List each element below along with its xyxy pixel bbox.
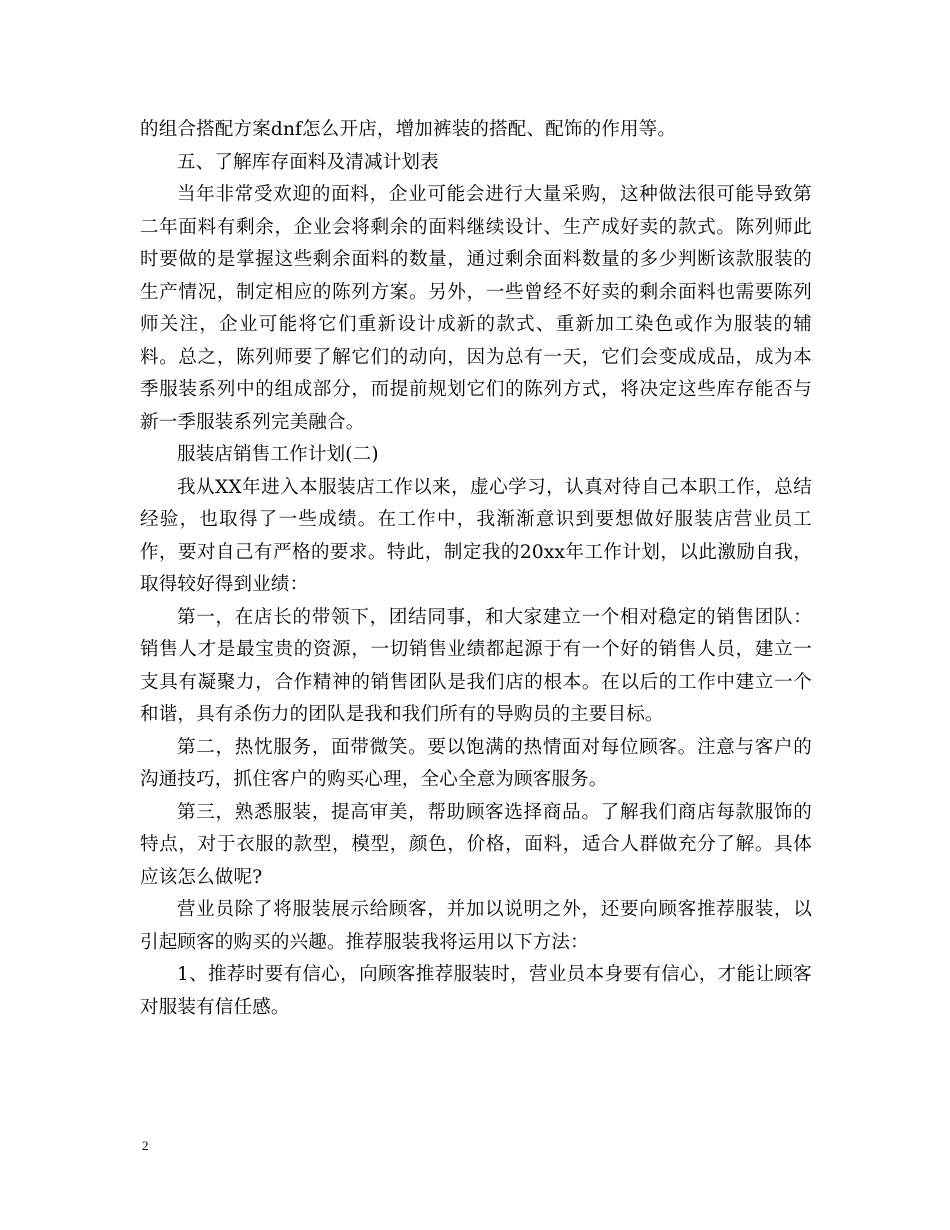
paragraph: 营业员除了将服装展示给顾客，并加以说明之外，还要向顾客推荐服装，以引起顾客的购买的兴趣。推荐服装我将运用以下方法： — [140, 899, 812, 953]
section-heading: 服装店销售工作计划(二) — [177, 444, 379, 465]
paragraph: 第二，热忱服务，面带微笑。要以饱满的热情面对每位顾客。注意与客户的沟通技巧，抓住客户的购买心理，全心全意为顾客服务。 — [140, 736, 812, 790]
paragraph: 当年非常受欢迎的面料，企业可能会进行大量采购，这种做法很可能导致第二年面料有剩余，企业会将剩余的面料继续设计、生产成好卖的款式。陈列师此时要做的是掌握这些剩余面料的数量，通过剩余面料数量的多少判断该款服装的生产情况，制定相应的陈列方案。另外，一些曾经不好卖的剩余面料也需要陈列师关注，企业可能将它们重新设计成新的款式、重新加工染色或作为服装的辅料。总之，陈列师要了解它们的动向，因为总有一天，它们会变成成品，成为本季服装系列中的组成部分，而提前规划它们的陈列方式，将决定这些库存能否与新一季服装系列完美融合。 — [140, 184, 812, 433]
body-text — [140, 114, 812, 1024]
page-number: 2 — [142, 1138, 149, 1153]
section-heading: 五、了解库存面料及清减计划表 — [177, 151, 439, 173]
paragraph: 第三，熟悉服装，提高审美，帮助顾客选择商品。了解我们商店每款服饰的特点，对于衣服的款型，模型，颜色，价格，面料，适合人群做充分了解。具体应该怎么做呢? — [140, 801, 812, 888]
paragraph: 的组合搭配方案dnf怎么开店，增加裤装的搭配、配饰的作用等。 — [140, 119, 677, 140]
paragraph: 1、推荐时要有信心，向顾客推荐服装时，营业员本身要有信心，才能让顾客对服装有信任感。 — [140, 964, 812, 1018]
paragraph: 第一，在店长的带领下，团结同事，和大家建立一个相对稳定的销售团队：销售人才是最宝贵的资源，一切销售业绩都起源于有一个好的销售人员，建立一支具有凝聚力，合作精神的销售团队是我们店的根本。在以后的工作中建立一个和谐，具有杀伤力的团队是我和我们所有的导购员的主要目标。 — [140, 606, 812, 725]
paragraph: 我从XX年进入本服装店工作以来，虚心学习，认真对待自己本职工作，总结经验，也取得了一些成绩。在工作中，我渐渐意识到要想做好服装店营业员工作，要对自己有严格的要求。特此，制定我的20xx年工作计划，以此激励自我，取得较好得到业绩： — [140, 476, 812, 595]
